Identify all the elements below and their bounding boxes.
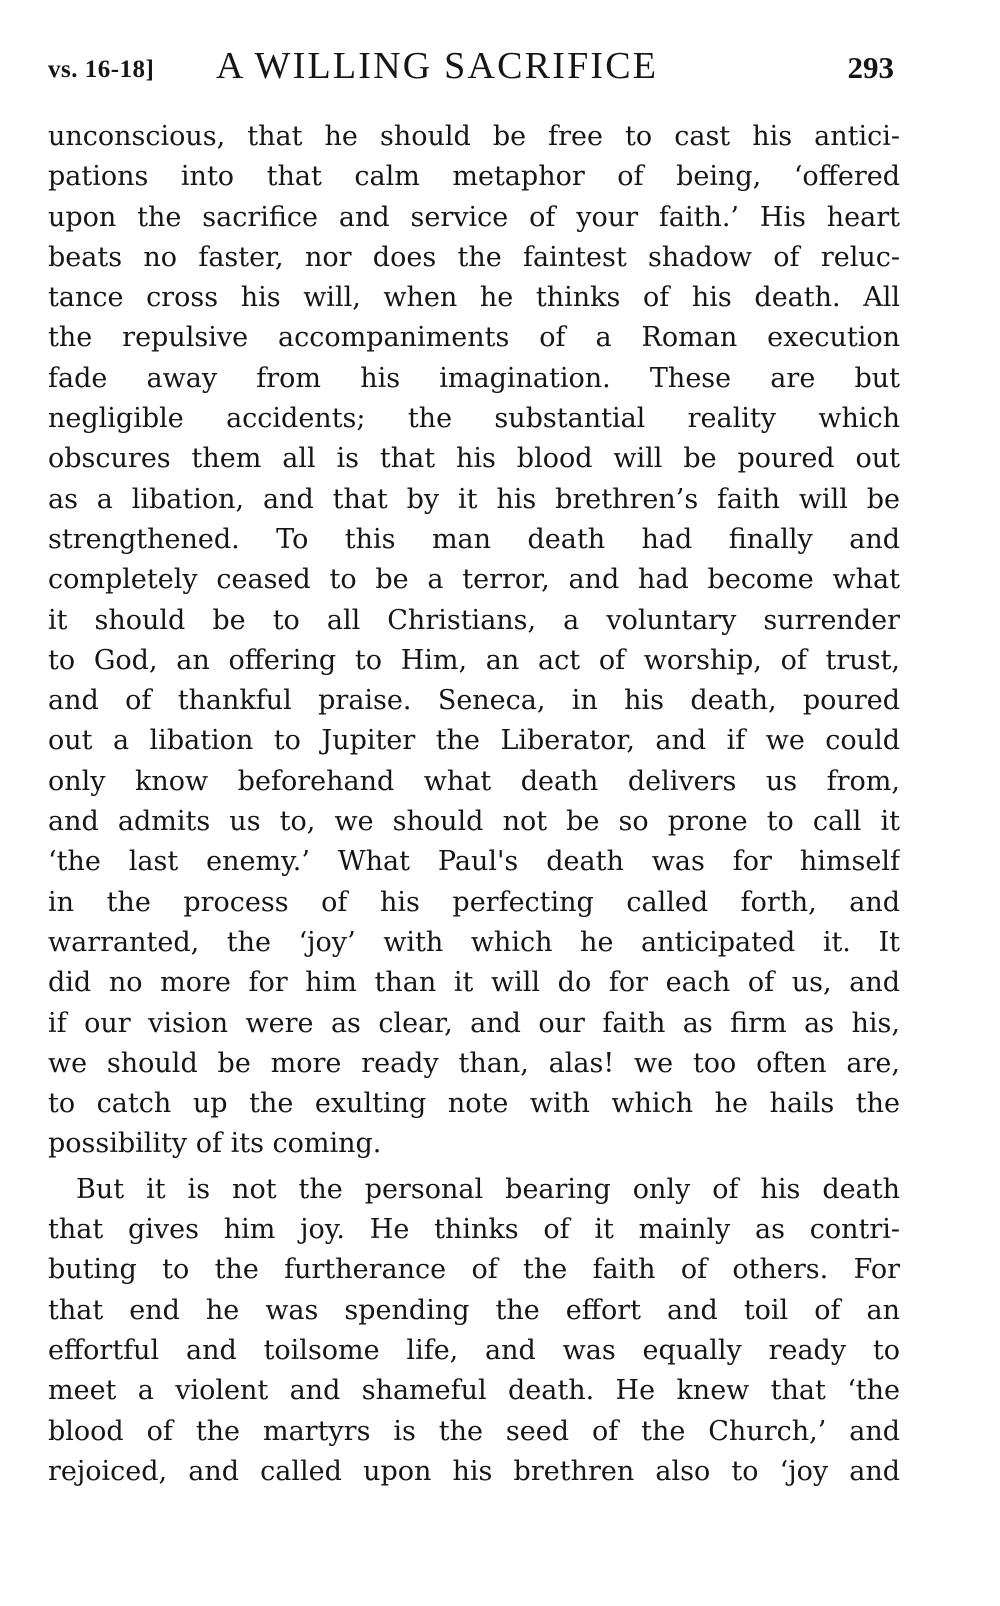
text-line: pations into that calm metaphor of being, ‘offered [48,161,900,193]
paragraph-2 [48,1170,900,1492]
text-line: possibility of its coming. [48,1128,382,1160]
body-text [48,117,900,1492]
text-line: in the process of his perfecting called forth, and [48,886,900,918]
text-line: negligible accidents; the substantial reality which [48,403,900,435]
text-line: strengthened. To this man death had finally and [48,523,900,555]
text-line: buting to the furtherance of the faith of others. For [48,1254,900,1286]
text-line: that gives him joy. He thinks of it mainly as contri- [48,1214,900,1246]
text-line: did no more for him than it will do for each of us, and [48,967,900,999]
text-line: effortful and toilsome life, and was equally ready to [48,1334,900,1366]
text-line: it should be to all Christians, a voluntary surrender [48,604,900,636]
chapter-title: A WILLING SACRIFICE [216,45,659,87]
running-head [48,40,900,92]
text-line: completely ceased to be a terror, and had become what [48,564,900,596]
text-line: meet a violent and shameful death. He knew that ‘the [48,1375,900,1407]
text-line: to catch up the exulting note with which he hails the [48,1088,900,1120]
text-line: as a libation, and that by it his brethren’s faith will be [48,483,900,515]
text-line: tance cross his will, when he thinks of his death. All [48,282,900,314]
text-line: we should be more ready than, alas! we too often are, [48,1047,900,1079]
text-line: that end he was spending the effort and toil of an [48,1294,900,1326]
text-line: beats no faster, nor does the faintest shadow of reluc- [48,241,900,273]
page-number: 293 [847,50,894,85]
book-page [48,40,900,1492]
text-line: unconscious, that he should be free to cast his antici- [48,121,900,152]
text-line: and admits us to, we should not be so prone to call it [48,806,900,838]
text-line: obscures them all is that his blood will be poured out [48,443,900,475]
text-line: upon the sacrifice and service of your faith.’ His heart [48,201,900,233]
text-line: only know beforehand what death delivers us from, [48,765,900,797]
text-line: if our vision were as clear, and our faith as firm as his, [48,1007,900,1039]
text-line: warranted, the ‘joy’ with which he anticipated it. It [48,926,900,958]
text-line: and of thankful praise. Seneca, in his death, poured [48,685,900,717]
paragraph-1 [48,117,900,1165]
verse-reference: vs. 16-18] [48,56,155,83]
text-line: But it is not the personal bearing only of his death [76,1173,900,1205]
text-line: rejoiced, and called upon his brethren also to ‘joy and [48,1455,900,1487]
text-line: to God, an offering to Him, an act of worship, of trust, [48,644,900,676]
text-line: ‘the last enemy.’ What Paul's death was for himself [48,846,900,878]
text-line: out a libation to Jupiter the Liberator, and if we could [48,725,900,757]
text-line: the repulsive accompaniments of a Roman execution [48,322,900,354]
text-line: blood of the martyrs is the seed of the Church,’ and [48,1415,900,1447]
text-line: fade away from his imagination. These are but [48,362,900,394]
